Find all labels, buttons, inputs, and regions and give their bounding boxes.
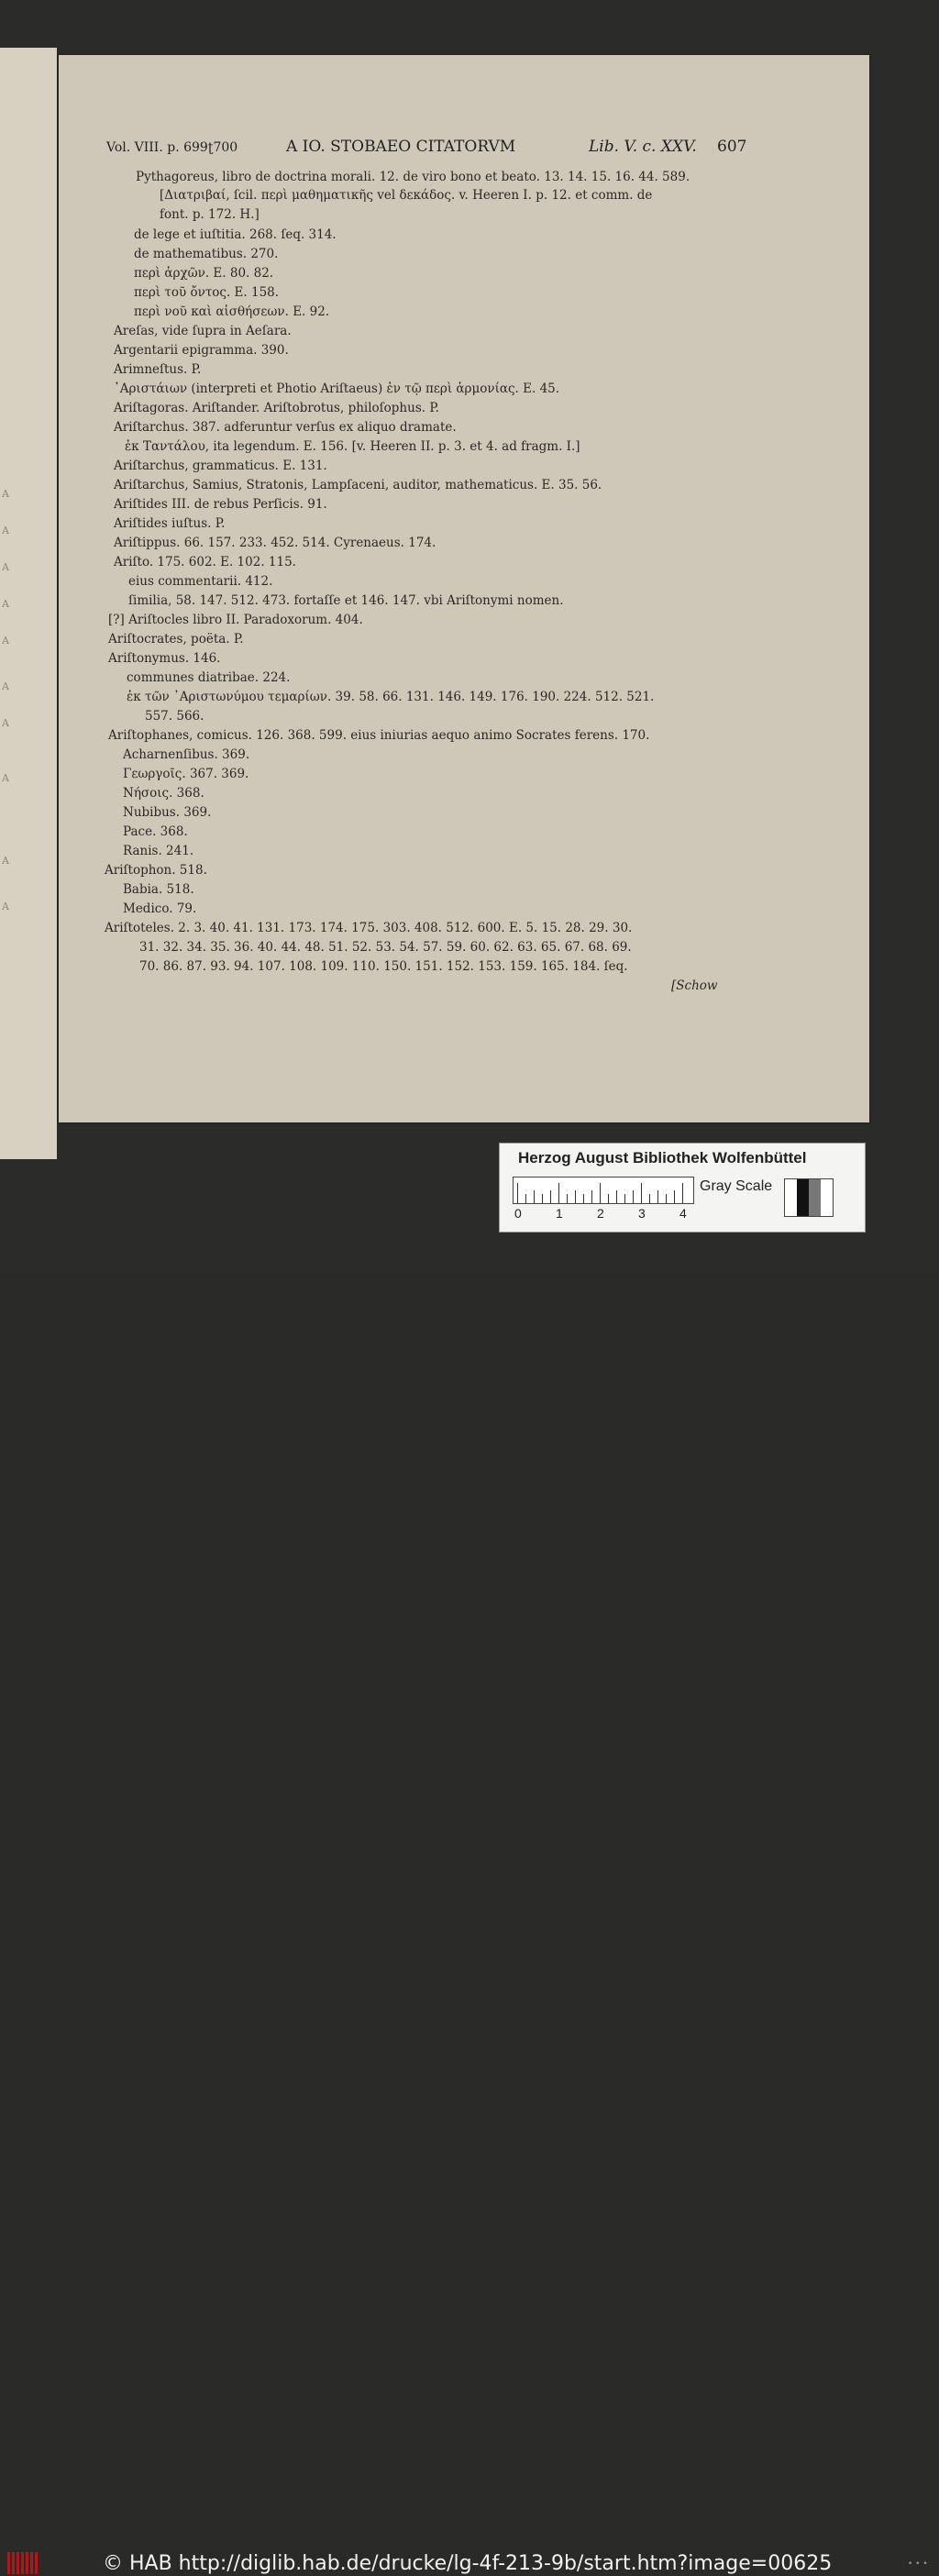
header-book-chapter: Lib. V. c. XXV. — [589, 138, 697, 156]
index-line: Acharnenſibus. 369. — [123, 747, 250, 762]
index-line: Ariſtides III. de rebus Perſicis. 91. — [114, 497, 327, 512]
scale-number: 0 — [514, 1206, 522, 1221]
index-line: Ranis. 241. — [123, 844, 194, 858]
index-line: Babia. 518. — [123, 882, 194, 897]
index-line: 557. 566. — [145, 709, 204, 724]
index-line: Ariſtagoras. Ariſtander. Ariſtobrotus, philoſophus. P. — [114, 401, 439, 415]
running-header — [106, 138, 785, 158]
index-line: Γεωργοῖς. 367. 369. — [123, 767, 249, 781]
index-line: Ariſtippus. 66. 157. 233. 452. 514. Cyrenaeus. 174. — [114, 536, 436, 550]
facing-page-edge: A A A A A A A A A A — [0, 48, 57, 1159]
page-number: 607 — [717, 138, 747, 156]
index-line: Ariſtocrates, poëta. P. — [108, 632, 244, 647]
scale-number: 2 — [597, 1206, 604, 1221]
index-line: Ariſtarchus. 387. adferuntur verſus ex aliquo dramate. — [114, 420, 457, 435]
scale-ruler — [513, 1177, 694, 1204]
index-line: Medico. 79. — [123, 901, 197, 916]
index-line: de lege et iuſtitia. 268. ſeq. 314. — [134, 227, 337, 242]
gray-scale-swatch — [784, 1178, 834, 1217]
scan-viewer — [0, 0, 939, 1273]
index-line: communes diatribae. 224. — [127, 670, 291, 685]
index-line: Ariſtarchus, grammaticus. E. 131. — [114, 459, 327, 473]
index-line: Nubibus. 369. — [123, 805, 212, 820]
index-line: Arimneſtus. P. — [114, 362, 202, 377]
scale-number: 4 — [679, 1206, 687, 1221]
index-line: [Διατριβαί, ſcil. περὶ μαθηματικῆς vel δεκάδος. v. Heeren I. p. 12. et comm. de — [160, 188, 653, 203]
catchword: [Schow — [671, 978, 718, 993]
index-line: περὶ νοῦ καὶ αἰσθήσεων. E. 92. — [134, 304, 330, 319]
index-line: de mathematibus. 270. — [134, 247, 279, 261]
index-line: Argentarii epigramma. 390. — [114, 343, 289, 358]
index-line: ᾿Αριστάιων (interpreti et Photio Ariſtaeus) ἐν τῷ περὶ ἁρμονίας. E. 45. — [114, 381, 560, 396]
index-line: Areſas, vide ſupra in Aeſara. — [114, 324, 292, 338]
library-name: Herzog August Bibliothek Wolfenbüttel — [518, 1149, 807, 1166]
index-line: περὶ ἀρχῶν. E. 80. 82. — [134, 266, 274, 281]
index-line: Ariſtarchus, Samius, Stratonis, Lampſaceni, auditor, mathematicus. E. 35. 56. — [114, 478, 602, 492]
index-line: Pace. 368. — [123, 824, 188, 839]
index-line: Νήσοις. 368. — [123, 786, 204, 801]
index-line: ἐκ τῶν ᾿Αριστωνύμου τεμαρίων. 39. 58. 66. 131. 146. 149. 176. 190. 224. 512. 521. — [127, 690, 655, 704]
index-line: Ariſtophanes, comicus. 126. 368. 599. eius iniurias aequo animo Socrates ferens. 170. — [108, 728, 650, 743]
header-title: A IO. STOBAEO CITATORVM — [286, 138, 516, 156]
source-url[interactable]: © HAB http://diglib.hab.de/drucke/lg-4f-213-9b/start.htm?image=00625 — [103, 2552, 833, 2575]
index-line: Ariſtonymus. 146. — [108, 651, 221, 666]
index-line: ἐκ Ταντάλου, ita legendum. E. 156. [v. Heeren II. p. 3. et 4. ad fragm. I.] — [125, 439, 580, 454]
index-line: Ariſtides iuſtus. P. — [114, 516, 226, 531]
scale-number: 1 — [556, 1206, 563, 1221]
index-line: ſimilia, 58. 147. 512. 473. fortaſſe et 146. 147. vbi Ariſtonymi nomen. — [128, 593, 564, 608]
index-line: Ariſto. 175. 602. E. 102. 115. — [114, 555, 296, 569]
index-line: font. p. 172. H.] — [160, 207, 260, 222]
index-line: Ariſtophon. 518. — [105, 863, 207, 878]
book-page — [59, 55, 869, 1122]
index-line: [?] Ariſtocles libro II. Paradoxorum. 404. — [108, 613, 363, 627]
color-reference-card — [499, 1143, 866, 1233]
index-line: 31. 32. 34. 35. 36. 40. 44. 48. 51. 52. 53. 54. 57. 59. 60. 62. 63. 65. 67. 68. 69. — [139, 940, 632, 955]
index-line: Pythagoreus, libro de doctrina morali. 12. de viro bono et beato. 13. 14. 15. 16. 44. 589. — [136, 170, 690, 184]
header-volume-ref: Vol. VIII. p. 699ʈ700 — [106, 140, 238, 155]
index-line: 70. 86. 87. 93. 94. 107. 108. 109. 110. 150. 151. 152. 153. 159. 165. 184. ſeq. — [139, 959, 628, 974]
hab-logo-icon — [6, 2550, 42, 2576]
index-line: eius commentarii. 412. — [128, 574, 273, 589]
footer-bar — [0, 1273, 939, 2575]
scale-number: 3 — [638, 1206, 646, 1221]
gray-scale-label: Gray Scale — [700, 1178, 773, 1194]
index-line: περὶ τοῦ ὄντος. E. 158. — [134, 285, 280, 300]
index-line: Ariſtoteles. 2. 3. 40. 41. 131. 173. 174. 175. 303. 408. 512. 600. E. 5. 15. 28. 29. 30. — [105, 921, 633, 935]
pagination-dots: • • • — [908, 2559, 928, 2569]
